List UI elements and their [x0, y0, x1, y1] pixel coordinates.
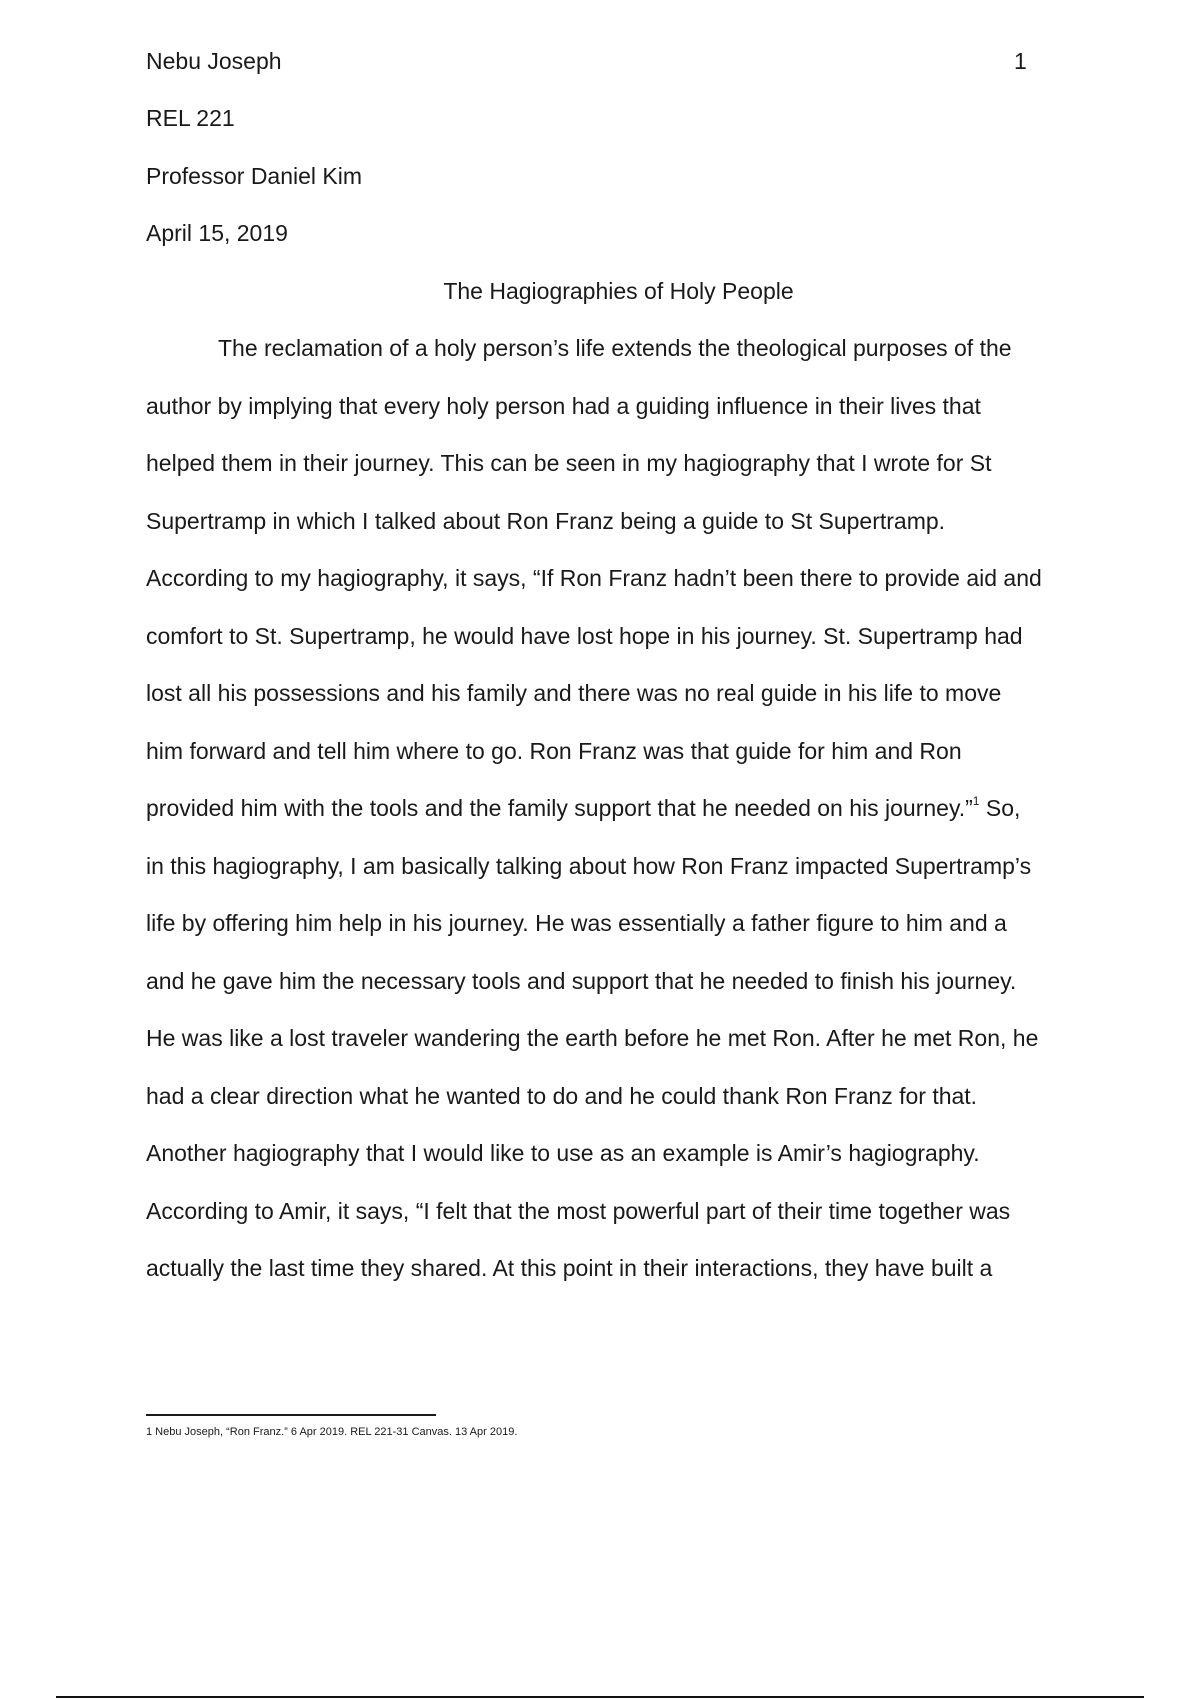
body-line: He was like a lost traveler wandering the earth before he met Ron. After he met Ron, he	[146, 1025, 1039, 1051]
page-number: 1	[1014, 48, 1027, 74]
page-bottom-divider	[56, 1696, 1144, 1698]
body-line: Supertramp in which I talked about Ron Franz being a guide to St Supertramp.	[146, 508, 946, 534]
body-line: comfort to St. Supertramp, he would have lost hope in his journey. St. Supertramp had	[146, 623, 1023, 649]
body-line: had a clear direction what he wanted to do and he could thank Ron Franz for that.	[146, 1083, 978, 1109]
body-line: in this hagiography, I am basically talking about how Ron Franz impacted Supertramp’s	[146, 853, 1032, 879]
body-line: According to Amir, it says, “I felt that the most powerful part of their time together was	[146, 1198, 1011, 1224]
footnote-text: 1 Nebu Joseph, “Ron Franz.” 6 Apr 2019. REL 221-31 Canvas. 13 Apr 2019.	[146, 1426, 518, 1438]
body-line-tail: So,	[979, 795, 1021, 821]
professor-name: Professor Daniel Kim	[146, 163, 363, 189]
body-line: lost all his possessions and his family and there was no real guide in his life to move	[146, 680, 1002, 706]
body-line: actually the last time they shared. At this point in their interactions, they have built a	[146, 1255, 993, 1281]
footnote-reference[interactable]: 1	[972, 794, 980, 809]
footnote-separator	[146, 1414, 436, 1416]
body-line: Another hagiography that I would like to use as an example is Amir’s hagiography.	[146, 1140, 980, 1166]
body-line: and he gave him the necessary tools and support that he needed to finish his journey.	[146, 968, 1017, 994]
body-line: him forward and tell him where to go. Ron Franz was that guide for him and Ron	[146, 738, 962, 764]
body-line: According to my hagiography, it says, “If Ron Franz hadn’t been there to provide aid and	[146, 565, 1042, 591]
submission-date: April 15, 2019	[146, 220, 288, 246]
body-line: helped them in their journey. This can be seen in my hagiography that I wrote for St	[146, 450, 992, 476]
body-line: The reclamation of a holy person’s life extends the theological purposes of the	[218, 335, 1012, 361]
course-code: REL 221	[146, 105, 235, 131]
body-line-text: provided him with the tools and the family support that he needed on his journey.”	[146, 795, 973, 821]
page-title: The Hagiographies of Holy People	[443, 278, 794, 304]
body-line: life by offering him help in his journey. He was essentially a father figure to him and a	[146, 910, 1007, 936]
author-name: Nebu Joseph	[146, 48, 282, 74]
body-line: author by implying that every holy person had a guiding influence in their lives that	[146, 393, 981, 419]
body-line	[146, 793, 1020, 823]
